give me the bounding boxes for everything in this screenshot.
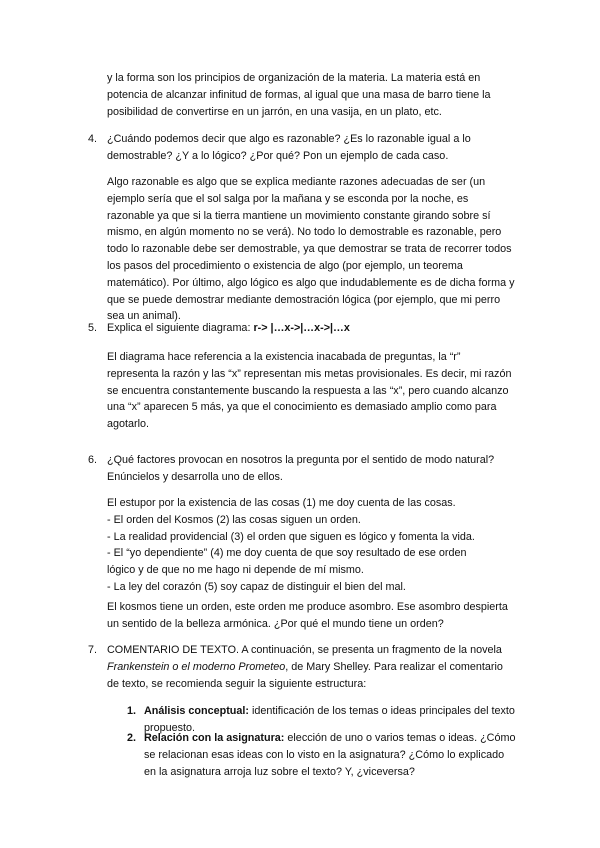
text-line: sea un animal). (107, 310, 181, 323)
item-number: 2. (127, 732, 137, 744)
text-line: una “x” aparecen 5 más, ya que el conocimiento es demasiado amplio como para (107, 401, 497, 414)
list-item: - La realidad providencial (3) el orden que siguen es lógico y fomenta la vida. (107, 530, 475, 543)
text-line: demostrable? ¿Y a lo lógico? ¿Por qué? Pon un ejemplo de cada caso. (107, 149, 449, 162)
structure-item-2 (127, 730, 522, 781)
list-item: lógico y de que no me hago ni depende de mí mismo. (107, 564, 364, 577)
question-4 (88, 131, 518, 165)
text-line: ejemplo sería que el sol salga por la mañana y se esconda por la noche, es (107, 192, 469, 205)
text-line: El kosmos tiene un orden, este orden me produce asombro. Ese asombro despierta (107, 601, 508, 613)
list-item: - La ley del corazón (5) soy capaz de distinguir el bien del mal. (107, 580, 406, 593)
list-item: El estupor por la existencia de las cosas (1) me doy cuenta de las cosas. (107, 497, 456, 509)
question-number: 6. (88, 454, 98, 466)
text-line-rest: , de Mary Shelley. Para realizar el comentario (285, 660, 503, 673)
text-line: en la asignatura arroja luz sobre el texto? Y, ¿viceversa? (144, 765, 415, 778)
text-line: matemático). Por último, algo lógico es algo que indudablemente es de dicha forma y (107, 276, 515, 289)
text-line: Algo razonable es algo que se explica mediante razones adecuadas de ser (un (107, 176, 486, 188)
text-line: y la forma son los principios de organización de la materia. La materia está en (107, 72, 481, 84)
text-line: los pasos del procedimiento o existencia de algo (por ejemplo, un teorema (107, 259, 463, 272)
text-line: posibilidad de convertirse en un jarrón, en una vasija, en un plato, etc. (107, 105, 442, 118)
diagram-formula: r-> |…x->|…x->|…x (253, 322, 350, 334)
question-number: 5. (88, 322, 98, 334)
question-text (107, 642, 522, 692)
text-line: ¿Qué factores provocan en nosotros la pregunta por el sentido de modo natural? (107, 454, 495, 466)
question-number: 7. (88, 644, 98, 656)
text-line: COMENTARIO DE TEXTO. A continuación, se presenta un fragmento de la novela (107, 644, 502, 656)
top-paragraph (107, 70, 517, 120)
text-line: mismo, en algún momento no se verá). No todo lo demostrable es razonable, pero (107, 226, 502, 239)
text-line: potencia de alcanzar infinitud de formas, al igual que una masa de barro tiene la (107, 88, 491, 101)
item-number: 1. (127, 705, 137, 717)
text-line: ¿Cuándo podemos decir que algo es razonable? ¿Es lo razonable igual a lo (107, 133, 471, 145)
book-title: Frankenstein o el moderno Prometeo (107, 660, 286, 673)
item-text (144, 730, 524, 780)
answer-6-list (107, 495, 517, 596)
text-line: razonable ya que si la tierra mantiene un movimiento constante girando sobre sí (107, 209, 491, 222)
item-heading: Relación con la asignatura: (144, 732, 285, 744)
text-line: representa la razón y las “x” representan mis metas provisionales. Es decir, mi razón (107, 367, 512, 380)
text-line: todo lo razonable debe ser demostrable, ya que demostrar se trata de recorrer todos (107, 243, 512, 256)
question-text (107, 320, 522, 337)
question-number: 4. (88, 133, 98, 145)
question-6 (88, 452, 518, 486)
question-7 (88, 642, 518, 693)
text-line: Enúncielos y desarrolla uno de ellos. (107, 470, 283, 483)
text-line: que se puede demostrar mediante demostración lógica (por ejemplo, que mi perro (107, 293, 501, 306)
answer-6-final (107, 599, 517, 633)
item-description: elección de uno o varios temas o ideas. ¿Cómo (284, 732, 516, 744)
item-description: identificación de los temas o ideas principales del texto (249, 705, 515, 717)
text-line: propuesto. (144, 721, 196, 734)
answer-4 (107, 174, 517, 325)
answer-5 (107, 349, 517, 433)
item-heading: Análisis conceptual: (144, 705, 249, 717)
question-5 (88, 320, 518, 337)
question-prompt: Explica el siguiente diagrama: (107, 322, 254, 334)
text-line: de texto, se recomienda seguir la siguiente estructura: (107, 677, 367, 690)
text-line: se relacionan esas ideas con lo visto en la asignatura? ¿Cómo lo explicado (144, 748, 505, 761)
text-line: El diagrama hace referencia a la existencia inacabada de preguntas, la “r” (107, 351, 461, 363)
list-item: - El “yo dependiente” (4) me doy cuenta de que soy resultado de ese orden (107, 547, 467, 560)
text-line: un sentido de la belleza armónica. ¿Por qué el mundo tiene un orden? (107, 617, 444, 630)
question-text (107, 452, 522, 486)
text-line: se encuentra constantemente buscando la respuesta a las “x”, pero cuando alcanzo (107, 384, 509, 397)
text-line: agotarlo. (107, 418, 150, 431)
question-text (107, 131, 522, 165)
list-item: - El orden del Kosmos (2) las cosas siguen un orden. (107, 513, 361, 526)
